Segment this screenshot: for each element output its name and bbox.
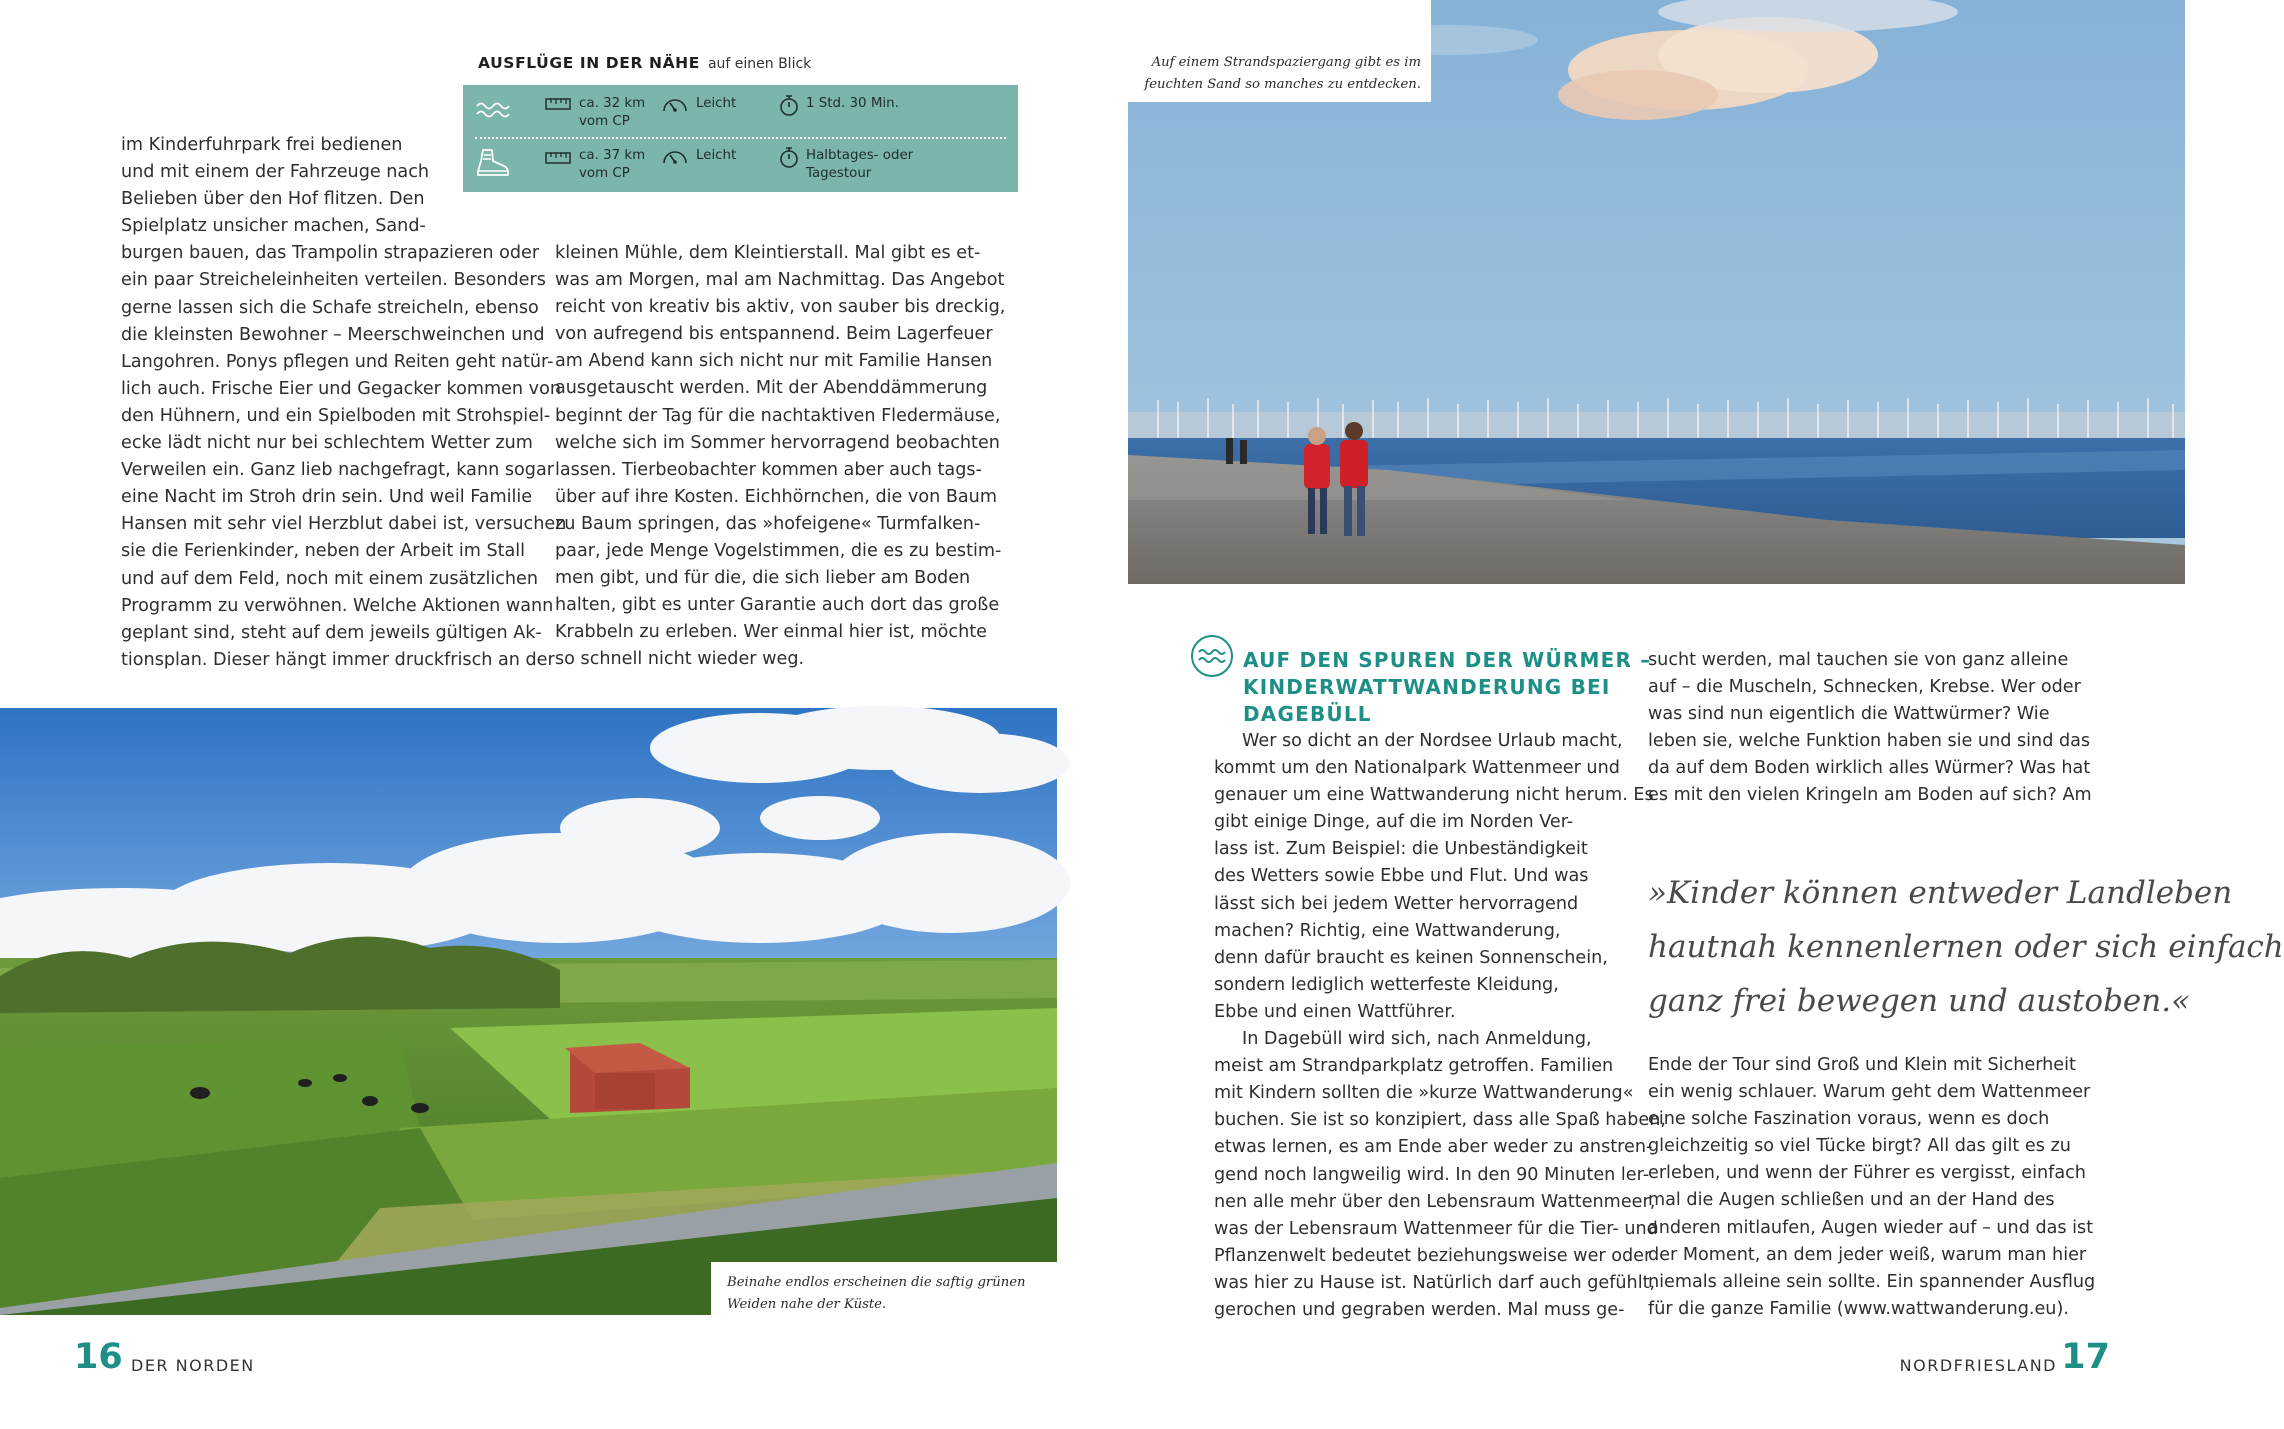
text-line: Langohren. Ponys pflegen und Reiten geht natür- xyxy=(121,351,554,372)
text-line: buchen. Sie ist so konzipiert, dass alle Spaß haben, xyxy=(1214,1110,1666,1131)
text-line: was sind nun eigentlich die Wattwürmer? Wie xyxy=(1648,704,2050,725)
text-line: auf – die Muscheln, Schnecken, Krebse. Wer oder xyxy=(1648,677,2081,698)
text-line: reicht von kreativ bis aktiv, von sauber bis dreckig, xyxy=(555,297,1006,318)
text-line: der Moment, an dem jeder weiß, warum man hier xyxy=(1648,1244,2087,1265)
right-column-2-bottom xyxy=(1648,1052,2095,1323)
text-line: für die ganze Familie (www.wattwanderung.eu). xyxy=(1648,1298,2069,1319)
text-line: men gibt, und für die, die sich lieber am Boden xyxy=(555,568,971,589)
section-heading xyxy=(1243,647,1651,728)
text-line: und auf dem Feld, noch mit einem zusätzlichen xyxy=(121,568,539,589)
text-line: Verweilen ein. Ganz lieb nachgefragt, kann sogar xyxy=(121,460,554,481)
text-line: Pflanzenwelt bedeutet beziehungsweise wer oder xyxy=(1214,1245,1652,1266)
text-line: von aufregend bis entspannend. Beim Lagerfeuer xyxy=(555,324,993,345)
text-line: gibt einige Dinge, auf die im Norden Ver- xyxy=(1214,812,1574,833)
text-line: beginnt der Tag für die nachtaktiven Fledermäuse, xyxy=(555,405,1001,426)
info-distance-ref: vom CP xyxy=(579,114,630,129)
info-distance-value: ca. 37 km xyxy=(579,148,646,163)
photo-pasture xyxy=(0,708,1057,1315)
text-line: tionsplan. Dieser hängt immer druckfrisch an der xyxy=(121,649,555,670)
running-head-left: DER NORDEN xyxy=(131,1356,255,1375)
text-line: was am Morgen, mal am Nachmittag. Das Angebot xyxy=(555,270,1005,291)
info-distance-value: ca. 32 km xyxy=(579,96,646,111)
text-line: da auf dem Boden wirklich alles Würmer? Was hat xyxy=(1648,758,2091,779)
info-difficulty: Leicht xyxy=(696,96,737,111)
text-line: Krabbeln zu erleben. Wer einmal hier ist, möchte xyxy=(555,622,987,643)
text-line: des Wetters sowie Ebbe und Flut. Und was xyxy=(1214,866,1589,887)
text-line: genauer um eine Wattwanderung nicht herum. Es xyxy=(1214,785,1654,806)
text-line: welche sich im Sommer hervorragend beobachten xyxy=(555,432,1000,453)
text-line: nen alle mehr über den Lebensraum Wattenmeer, xyxy=(1214,1191,1656,1212)
text-line: sucht werden, mal tauchen sie von ganz alleine xyxy=(1648,650,2069,670)
text-line: kleinen Mühle, dem Kleintierstall. Mal gibt es et- xyxy=(555,243,981,263)
caption-box-coast xyxy=(1128,0,1431,102)
text-line: leben sie, welche Funktion haben sie und sind das xyxy=(1648,731,2091,752)
text-line: Ebbe und einen Wattführer. xyxy=(1214,1001,1456,1022)
info-duration-line: Tagestour xyxy=(806,166,872,181)
right-column-2-top xyxy=(1648,647,2092,810)
speedometer-icon xyxy=(661,146,689,166)
info-box-heading: AUSFLÜGE IN DER NÄHE xyxy=(478,54,700,72)
info-box-subtitle: auf einen Blick xyxy=(707,56,812,72)
right-column-1 xyxy=(1214,728,1666,1324)
caption-coast xyxy=(1144,52,1421,96)
text-line: sie die Ferienkinder, neben der Arbeit im Stall xyxy=(121,541,526,562)
text-line: eine Nacht im Stroh drin sein. Und weil Familie xyxy=(121,487,533,508)
caption-line: Beinahe endlos erscheinen die saftig grünen xyxy=(727,1275,1026,1290)
speedometer-icon xyxy=(661,94,689,114)
text-line: denn dafür braucht es keinen Sonnenschein, xyxy=(1214,947,1608,968)
text-line: Ende der Tour sind Groß und Klein mit Sicherheit xyxy=(1648,1055,2076,1075)
pasture-illustration xyxy=(0,708,1057,1315)
text-line: mal die Augen schließen und an der Hand des xyxy=(1648,1190,2055,1211)
text-line: lass ist. Zum Beispiel: die Unbeständigkeit xyxy=(1214,839,1588,860)
caption-line: feuchten Sand so manches zu entdecken. xyxy=(1144,77,1421,92)
text-line: ein paar Streicheleinheiten verteilen. Besonders xyxy=(121,270,546,291)
heading-line: KINDERWATTWANDERUNG BEI xyxy=(1243,675,1611,699)
text-line: so schnell nicht wieder weg. xyxy=(555,649,805,670)
text-line: gleichzeitig so viel Tücke birgt? All das gilt es zu xyxy=(1648,1136,2071,1157)
heading-line: AUF DEN SPUREN DER WÜRMER – xyxy=(1243,648,1652,672)
text-line: lich auch. Frische Eier und Gegacker kommen von xyxy=(121,378,562,399)
text-line: die kleinsten Bewohner – Meerschweinchen und xyxy=(121,324,545,345)
text-line: sondern lediglich wetterfeste Kleidung, xyxy=(1214,974,1559,995)
text-line: niemals alleine sein sollte. Ein spannender Ausflug xyxy=(1648,1271,2096,1292)
info-duration-line: Halbtages- oder xyxy=(806,148,914,163)
info-distance-ref: vom CP xyxy=(579,166,630,181)
stopwatch-icon xyxy=(778,93,800,117)
caption-pasture xyxy=(727,1272,1026,1316)
ruler-icon xyxy=(545,97,571,111)
text-line: kommt um den Nationalpark Wattenmeer und xyxy=(1214,758,1620,779)
text-line: lassen. Tierbeobachter kommen aber auch tags- xyxy=(555,459,982,480)
stopwatch-icon xyxy=(778,145,800,169)
running-head-right: NORDFRIESLAND xyxy=(1899,1356,2057,1375)
text-line: lässt sich bei jedem Wetter hervorragend xyxy=(1214,893,1579,914)
quote-line: hautnah kennenlernen oder sich einfach xyxy=(1648,929,2284,965)
info-duration xyxy=(806,147,913,183)
page-number-right: 17 xyxy=(2061,1337,2110,1377)
text-line: geplant sind, steht auf dem jeweils gültigen Ak- xyxy=(121,622,542,643)
text-line: eine solche Faszination voraus, wenn es doch xyxy=(1648,1109,2050,1130)
left-column-2 xyxy=(555,240,1005,674)
heading-line: DAGEBÜLL xyxy=(1243,702,1372,726)
waves-icon xyxy=(1190,634,1234,678)
text-line: burgen bauen, das Trampolin strapazieren oder xyxy=(121,243,540,264)
waves-icon xyxy=(475,99,511,121)
text-line: es mit den vielen Kringeln am Boden auf sich? Am xyxy=(1648,785,2092,806)
info-difficulty: Leicht xyxy=(696,148,737,163)
caption-line: Auf einem Strandspaziergang gibt es im xyxy=(1151,55,1421,70)
text-line: Belieben über den Hof flitzen. Den xyxy=(121,189,425,210)
text-line: In Dagebüll wird sich, nach Anmeldung, xyxy=(1242,1029,1592,1050)
left-column-1 xyxy=(121,132,566,674)
text-line: Hansen mit sehr viel Herzblut dabei ist, versuchen xyxy=(121,514,567,535)
text-line: erleben, und wenn der Führer es vergisst, einfach xyxy=(1648,1163,2086,1184)
info-distance xyxy=(579,147,645,183)
caption-line: Weiden nahe der Küste. xyxy=(727,1297,887,1312)
caption-box-pasture xyxy=(711,1262,1057,1315)
text-line: zu Baum springen, das »hofeigene« Turmfalken- xyxy=(555,513,981,534)
text-line: ein wenig schlauer. Warum geht dem Wattenmeer xyxy=(1648,1082,2091,1103)
text-line: Wer so dicht an der Nordsee Urlaub macht, xyxy=(1242,731,1623,751)
text-line: etwas lernen, es am Ende aber weder zu anstren- xyxy=(1214,1137,1653,1158)
info-duration xyxy=(806,95,899,113)
text-line: was hier zu Hause ist. Natürlich darf auch gefühlt, xyxy=(1214,1272,1656,1293)
text-line: im Kinderfuhrpark frei bedienen xyxy=(121,135,403,155)
pull-quote xyxy=(1648,866,2284,1028)
info-duration-line: 1 Std. 30 Min. xyxy=(806,96,899,111)
text-line: mit Kindern sollten die »kurze Wattwanderung« xyxy=(1214,1083,1634,1104)
text-line: meist am Strandparkplatz getroffen. Familien xyxy=(1214,1056,1614,1077)
text-line: ausgetauscht werden. Mit der Abenddämmerung xyxy=(555,378,988,399)
text-line: gerne lassen sich die Schafe streicheln, ebenso xyxy=(121,297,539,318)
text-line: paar, jede Menge Vogelstimmen, die es zu bestim- xyxy=(555,541,1002,562)
text-line: und mit einem der Fahrzeuge nach xyxy=(121,162,430,183)
text-line: den Hühnern, und ein Spielboden mit Strohspiel- xyxy=(121,405,551,426)
text-line: was der Lebensraum Wattenmeer für die Tier- und xyxy=(1214,1218,1658,1239)
quote-line: »Kinder können entweder Landleben xyxy=(1648,875,2233,911)
info-row-drive xyxy=(463,85,1018,135)
text-line: ecke lädt nicht nur bei schlechtem Wetter zum xyxy=(121,433,533,454)
text-line: halten, gibt es unter Garantie auch dort das große xyxy=(555,595,1000,616)
text-line: gend noch langweilig wird. In den 90 Minuten ler- xyxy=(1214,1164,1650,1185)
page-number-left: 16 xyxy=(74,1337,123,1377)
text-line: machen? Richtig, eine Wattwanderung, xyxy=(1214,920,1561,941)
text-line: am Abend kann sich nicht nur mit Familie Hansen xyxy=(555,351,993,372)
info-distance xyxy=(579,95,645,131)
text-line: über auf ihre Kosten. Eichhörnchen, die von Baum xyxy=(555,486,997,507)
text-line: anderen mitlaufen, Augen wieder auf – und das ist xyxy=(1648,1217,2094,1238)
quote-line: ganz frei bewegen und austoben.« xyxy=(1648,983,2191,1019)
text-line: Programm zu verwöhnen. Welche Aktionen wann xyxy=(121,595,554,616)
info-box-title xyxy=(478,54,811,72)
text-line: Spielplatz unsicher machen, Sand- xyxy=(121,216,426,237)
text-line: gerochen und gegraben werden. Mal muss ge- xyxy=(1214,1299,1625,1320)
